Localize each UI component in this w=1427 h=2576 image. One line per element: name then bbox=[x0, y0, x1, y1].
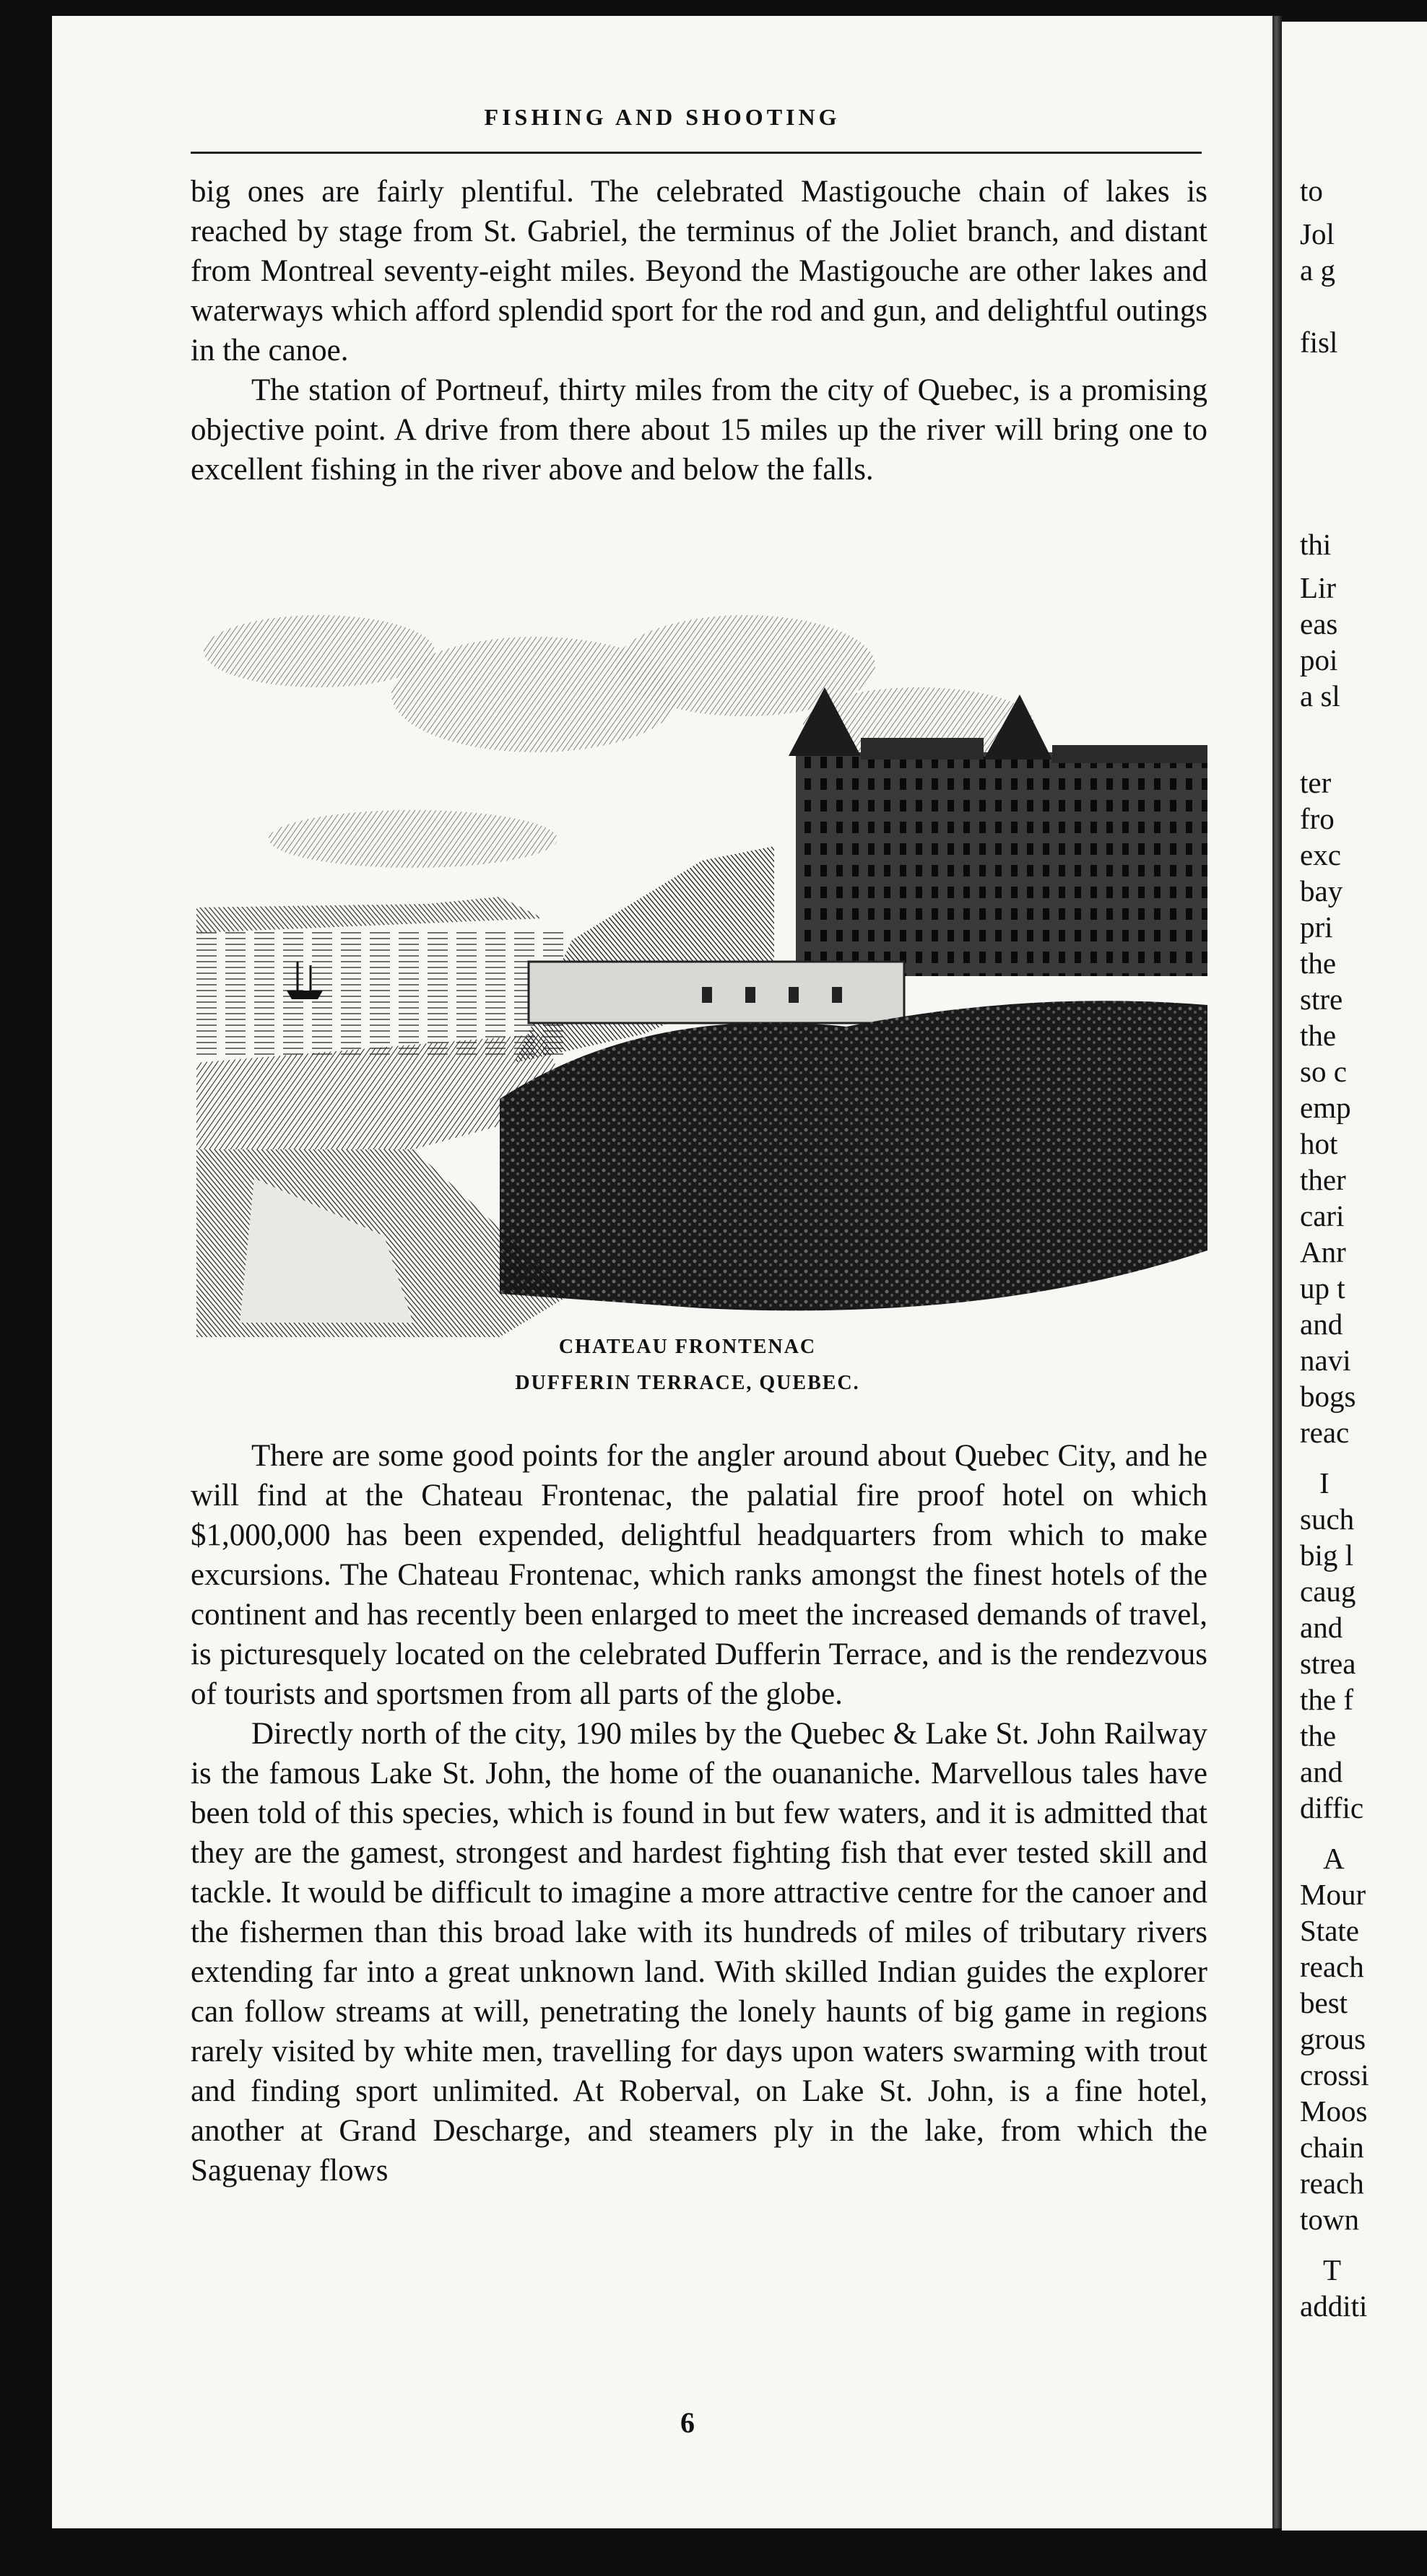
facing-page-fragment: and bbox=[1300, 1611, 1343, 1644]
facing-page-fragment: chain bbox=[1300, 2131, 1364, 2164]
paragraph: The station of Portneuf, thirty miles from the city of Quebec, is a promising objective point. A drive from there about 15 miles up the river will bring one to excellent fishing in the river above and below the falls. bbox=[191, 373, 1207, 487]
facing-page-fragment: up t bbox=[1300, 1271, 1345, 1305]
facing-page-fragment: ther bbox=[1300, 1163, 1346, 1196]
facing-page-fragment: fro bbox=[1300, 802, 1335, 835]
facing-page-fragment: grous bbox=[1300, 2022, 1366, 2055]
facing-page-fragment: stre bbox=[1300, 983, 1343, 1016]
header-rule bbox=[191, 152, 1202, 154]
paragraph: Directly north of the city, 190 miles by the Quebec & Lake St. John Railway is the famous Lake St. John, the home of the ouananiche. Marvellous tales have been told of this species, which is found in but few waters, and it is admitted that they are the gamest, strongest and hardest fighting fish that ever tested skill and tackle. It would be difficult to imagine a more attractive centre for the canoer and the fishermen than this broad lake with its hundreds of miles of tributary rivers extending far into a great unknown land. With skilled Indian guides the explorer can follow streams at will, penetrating the lonely haunts of big game in regions rarely visited by white men, travelling for days upon waters swarming with trout and finding sport unlimited. At Roberval, on Lake St. John, is a fine hotel, another at Grand Descharge, and steamers ply in the lake, from which the Saguenay flows bbox=[191, 1717, 1207, 2188]
facing-page-fragment: additi bbox=[1300, 2289, 1368, 2323]
facing-page-fragment: such bbox=[1300, 1502, 1355, 1536]
facing-page-fragment: strea bbox=[1300, 1647, 1356, 1680]
facing-page-fragment: A bbox=[1323, 1842, 1345, 1875]
paragraph: There are some good points for the angler around about Quebec City, and he will find at the Chateau Frontenac, the palatial fire proof hotel on which $1,000,000 has been expended, delightful headquarters from which to make excursions. The Chateau Frontenac, which ranks amongst the finest hotels of the continent and has recently been enlarged to meet the increased demands of travel, is picturesquely located on the celebrated Dufferin Terrace, and is the rendezvous of tourists and sportsmen from all parts of the globe. bbox=[191, 1439, 1207, 1711]
facing-page-fragment: diffic bbox=[1300, 1791, 1364, 1824]
facing-page-fragment: reach bbox=[1300, 1950, 1364, 1983]
facing-page-fragment: eas bbox=[1300, 607, 1338, 640]
running-head: FISHING AND SHOOTING bbox=[484, 104, 841, 130]
text-block-bottom bbox=[191, 1436, 1207, 2190]
facing-page-fragment: and bbox=[1300, 1755, 1343, 1788]
facing-page-fragment: pri bbox=[1300, 910, 1333, 944]
page-fold bbox=[1272, 16, 1282, 2528]
caption-line-2: DUFFERIN TERRACE, QUEBEC. bbox=[515, 1372, 860, 1394]
facing-page-fragment: town bbox=[1300, 2203, 1359, 2236]
facing-page-fragment: the bbox=[1300, 1019, 1337, 1052]
caption-line-1: CHATEAU FRONTENAC bbox=[558, 1336, 817, 1358]
facing-page-fragment: so c bbox=[1300, 1055, 1347, 1088]
chateau-frontenac-engraving bbox=[196, 601, 1207, 1337]
facing-page-fragment: thi bbox=[1300, 528, 1332, 561]
facing-page-fragment: I bbox=[1319, 1466, 1330, 1500]
facing-page-fragment: the bbox=[1300, 1719, 1337, 1752]
facing-page-fragment: Mour bbox=[1300, 1878, 1366, 1911]
facing-page-fragment: cari bbox=[1300, 1199, 1345, 1232]
facing-page-fragment: reac bbox=[1300, 1416, 1350, 1449]
facing-page-fragment: ter bbox=[1300, 766, 1332, 799]
paragraph: big ones are fairly plentiful. The celebrated Mastigouche chain of lakes is reached by stage from St. Gabriel, the terminus of the Joliet branch, and distant from Montreal seventy-eight miles. Beyond the Mastigouche are other lakes and waterways which afford splendid sport for the rod and gun, and delightful outings in the canoe. bbox=[191, 175, 1207, 367]
facing-page-fragment: big l bbox=[1300, 1539, 1354, 1572]
facing-page-fragment: bay bbox=[1300, 874, 1343, 908]
facing-page-fragment: fisl bbox=[1300, 326, 1338, 359]
facing-page-fragment: to bbox=[1300, 174, 1323, 207]
text-block-top bbox=[191, 172, 1207, 489]
facing-page-fragment: the bbox=[1300, 947, 1337, 980]
facing-page-fragment: caug bbox=[1300, 1575, 1356, 1608]
facing-page-fragment: Lir bbox=[1300, 571, 1337, 604]
book-page bbox=[52, 16, 1272, 2528]
facing-page-fragment: reach bbox=[1300, 2167, 1364, 2200]
facing-page-fragment: State bbox=[1300, 1914, 1359, 1947]
facing-page-fragment: best bbox=[1300, 1986, 1348, 2019]
facing-page-fragment: Anr bbox=[1300, 1235, 1346, 1269]
page-number: 6 bbox=[680, 2406, 695, 2439]
facing-page-fragment: Moos bbox=[1300, 2094, 1368, 2128]
facing-page bbox=[1282, 22, 1427, 2531]
facing-page-fragment: the f bbox=[1300, 1683, 1353, 1716]
facing-page-fragment: bogs bbox=[1300, 1380, 1356, 1413]
facing-page-fragment: exc bbox=[1300, 838, 1341, 871]
facing-page-fragment: a sl bbox=[1300, 679, 1340, 713]
facing-page-fragment: T bbox=[1323, 2253, 1342, 2286]
facing-page-fragment: emp bbox=[1300, 1091, 1351, 1124]
facing-page-fragment: navi bbox=[1300, 1344, 1351, 1377]
facing-page-fragment: a g bbox=[1300, 253, 1335, 287]
facing-page-fragment: Jol bbox=[1300, 217, 1335, 251]
facing-page-fragment: hot bbox=[1300, 1127, 1338, 1160]
facing-page-fragment: crossi bbox=[1300, 2058, 1369, 2092]
facing-page-fragment: poi bbox=[1300, 643, 1338, 676]
facing-page-fragment: and bbox=[1300, 1307, 1343, 1341]
